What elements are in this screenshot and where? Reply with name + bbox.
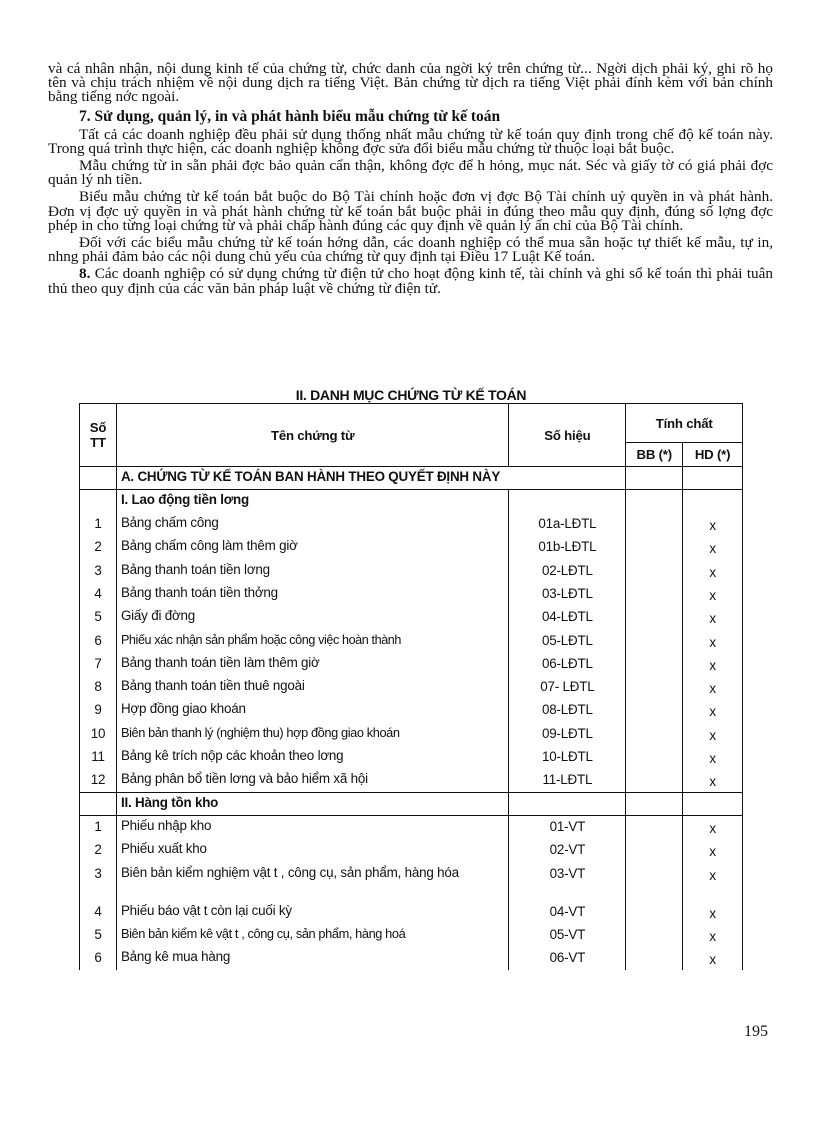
table-row (80, 653, 743, 676)
header-bb: BB (*) (626, 443, 683, 467)
row-bb (626, 536, 683, 559)
row-code: 02-VT (509, 839, 626, 862)
row-stt: 2 (80, 839, 117, 862)
row-code: 02-LĐTL (509, 560, 626, 583)
row-code: 04-LĐTL (509, 606, 626, 629)
row-code: 06-VT (509, 947, 626, 970)
row-bb (626, 653, 683, 676)
row-name: Phiếu nhập kho (116, 816, 508, 839)
table-row (80, 630, 743, 653)
row-hd: x (683, 699, 743, 722)
row-hd: x (683, 816, 743, 839)
row-name: Hợp đồng giao khoán (116, 699, 508, 722)
row-bb (626, 606, 683, 629)
row-hd: x (683, 839, 743, 862)
table-row (80, 536, 743, 559)
paragraph-electronic-docs (48, 267, 773, 295)
header-hd: HD (*) (683, 443, 743, 467)
row-stt: 4 (80, 901, 117, 924)
row-code: 11-LĐTL (509, 769, 626, 792)
heading-section-7: 7. Sử dụng, quản lý, in và phát hành biểu mẫu chứng từ kế toán (79, 107, 501, 125)
paragraph-mandatory-forms: Biểu mẫu chứng từ kế toán bắt buộc do Bộ Tài chính hoặc đơn vị đợc Bộ Tài chính uỷ quyền in và phát hành. Đơn vị đợc uỷ quyền in và phát hành chứng từ kế toán bắt buộc phải in đúng theo mẫu quy định, đúng số lợng đợc phép in cho từng loại chứng từ và phải chấp hành đúng các quy định về quản lý ấn chỉ của Bộ Tài chính. (48, 188, 773, 234)
row-name: Giấy đi đờng (116, 606, 508, 629)
row-name: Bảng thanh toán tiền thởng (116, 583, 508, 606)
row-code: 04-VT (509, 901, 626, 924)
row-hd: x (683, 924, 743, 947)
table-row (80, 924, 743, 947)
row-stt: 5 (80, 606, 117, 629)
row-code: 10-LĐTL (509, 746, 626, 769)
row-name: Bảng chấm công (116, 513, 508, 536)
row-bb (626, 901, 683, 924)
table-row (80, 901, 743, 924)
row-name: Biên bản kiểm nghiệm vật t , công cụ, sản phẩm, hàng hóa (116, 863, 508, 901)
row-code: 09-LĐTL (509, 723, 626, 746)
row-code: 03-LĐTL (509, 583, 626, 606)
row-hd: x (683, 723, 743, 746)
row-hd: x (683, 863, 743, 901)
row-bb (626, 676, 683, 699)
document-catalog-table (79, 403, 743, 970)
row-stt: 8 (80, 676, 117, 699)
body-text (48, 62, 773, 299)
row-stt: 12 (80, 769, 117, 792)
item-number: 8. (79, 265, 91, 283)
row-stt: 9 (80, 699, 117, 722)
table-row (80, 863, 743, 901)
row-name: Bảng phân bổ tiền lơng và bảo hiểm xã hội (116, 769, 508, 792)
row-stt: 10 (80, 723, 117, 746)
row-bb (626, 583, 683, 606)
table-row (80, 583, 743, 606)
table-row (80, 746, 743, 769)
row-bb (626, 816, 683, 839)
row-name: Phiếu xác nhận sản phẩm hoặc công việc hoàn thành (116, 630, 508, 653)
row-hd: x (683, 560, 743, 583)
row-hd: x (683, 947, 743, 970)
table-row (80, 513, 743, 536)
header-code: Số hiệu (509, 404, 626, 467)
row-hd: x (683, 769, 743, 792)
row-bb (626, 924, 683, 947)
catalog-title: II. DANH MỤC CHỨNG TỪ KẾ TOÁN (295, 387, 527, 403)
row-name: Bảng kê trích nộp các khoản theo lơng (116, 746, 508, 769)
group-labor-heading: I. Lao động tiền lơng (116, 490, 508, 513)
row-name: Bảng thanh toán tiền thuê ngoài (116, 676, 508, 699)
row-stt: 3 (80, 560, 117, 583)
row-hd: x (683, 901, 743, 924)
row-hd: x (683, 746, 743, 769)
row-bb (626, 513, 683, 536)
row-stt: 6 (80, 630, 117, 653)
row-bb (626, 863, 683, 901)
row-name: Phiếu xuất kho (116, 839, 508, 862)
section-a-heading: A. CHỨNG TỪ KẾ TOÁN BAN HÀNH THEO QUYẾT ĐỊNH NÀY (116, 467, 625, 490)
row-code: 08-LĐTL (509, 699, 626, 722)
row-hd: x (683, 583, 743, 606)
row-code: 03-VT (509, 863, 626, 901)
table-row (80, 769, 743, 792)
table-row (80, 816, 743, 839)
row-bb (626, 839, 683, 862)
paragraph-preprinted-forms: Mẫu chứng từ in sẵn phải đợc bảo quản cẩn thận, không đợc để h hỏng, mục nát. Séc và giấy tờ có giá phải đợc quản lý nh tiền. (48, 157, 773, 189)
row-code: 01-VT (509, 816, 626, 839)
item-text: Các doanh nghiệp có sử dụng chứng từ điện tử cho hoạt động kinh tế, tài chính và ghi sổ kế toán thì phải tuân thủ theo quy định của các văn bản pháp luật về chứng từ điện tử. (48, 265, 773, 297)
row-stt: 7 (80, 653, 117, 676)
row-hd: x (683, 513, 743, 536)
table-row (80, 839, 743, 862)
row-stt: 11 (80, 746, 117, 769)
row-code: 05-LĐTL (509, 630, 626, 653)
header-name: Tên chứng từ (116, 404, 508, 467)
row-hd: x (683, 630, 743, 653)
table-row (80, 723, 743, 746)
row-stt: 1 (80, 513, 117, 536)
header-stt: Số TT (80, 404, 117, 467)
page-number: 195 (744, 1023, 768, 1040)
paragraph-uniform-forms: Tất cả các doanh nghiệp đều phải sử dụng thống nhất mẫu chứng từ kế toán quy định trong chế độ kế toán này. Trong quá trình thực hiện, các doanh nghiệp không đợc sửa đổi biểu mẫu chứng từ thuộc loại bắt buộc. (48, 125, 773, 157)
row-stt: 5 (80, 924, 117, 947)
row-name: Bảng thanh toán tiền làm thêm giờ (116, 653, 508, 676)
row-bb (626, 746, 683, 769)
group-inventory-heading: II. Hàng tồn kho (116, 793, 508, 816)
row-name: Bảng chấm công làm thêm giờ (116, 536, 508, 559)
row-name: Biên bản kiểm kê vật t , công cụ, sản phẩm, hàng hoá (116, 924, 508, 947)
header-nature: Tính chất (626, 404, 743, 443)
row-stt: 1 (80, 816, 117, 839)
row-name: Phiếu báo vật t còn lại cuối kỳ (116, 901, 508, 924)
row-hd: x (683, 676, 743, 699)
row-bb (626, 769, 683, 792)
row-code: 06-LĐTL (509, 653, 626, 676)
table-row (80, 947, 743, 970)
table-row (80, 699, 743, 722)
row-name: Bảng kê mua hàng (116, 947, 508, 970)
table-row (80, 560, 743, 583)
row-bb (626, 723, 683, 746)
paragraph-guidance-forms: Đối với các biểu mẫu chứng từ kế toán hớng dẫn, các doanh nghiệp có thể mua sẵn hoặc tự thiết kế mẫu, tự in, nhng phải đảm bảo các nội dung chủ yếu của chứng từ quy định tại Điều 17 Luật Kế toán. (48, 234, 773, 266)
paragraph-continuation: và cá nhân nhận, nội dung kinh tế của chứng từ, chức danh của ngời ký trên chứng từ... Ngời dịch phải ký, ghi rõ họ tên và chịu trách nhiệm về nội dung dịch ra tiếng Việt. Bản chứng từ dịch ra tiếng Việt phải đính kèm với bản chính bằng tiếng nớc ngoài. (48, 60, 773, 106)
row-stt: 4 (80, 583, 117, 606)
row-bb (626, 947, 683, 970)
table-row (80, 676, 743, 699)
row-name: Biên bản thanh lý (nghiệm thu) hợp đồng giao khoán (116, 723, 508, 746)
row-code: 01b-LĐTL (509, 536, 626, 559)
row-bb (626, 560, 683, 583)
row-code: 05-VT (509, 924, 626, 947)
row-hd: x (683, 606, 743, 629)
row-code: 07- LĐTL (509, 676, 626, 699)
row-hd: x (683, 536, 743, 559)
row-name: Bảng thanh toán tiền lơng (116, 560, 508, 583)
row-stt: 6 (80, 947, 117, 970)
row-code: 01a-LĐTL (509, 513, 626, 536)
table-row (80, 606, 743, 629)
row-hd: x (683, 653, 743, 676)
row-stt: 2 (80, 536, 117, 559)
row-bb (626, 699, 683, 722)
row-stt: 3 (80, 863, 117, 901)
row-bb (626, 630, 683, 653)
